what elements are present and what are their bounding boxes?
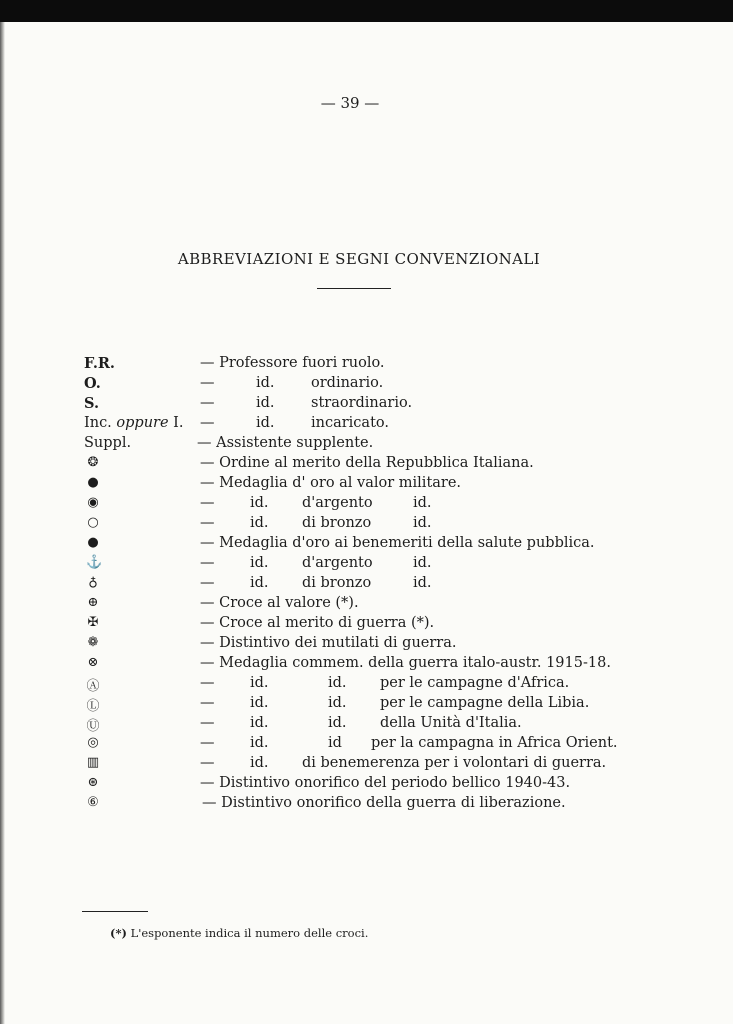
footnote-rule — [82, 911, 148, 912]
entry-text: — Medaglia d'oro ai benemeriti della salute pubblica. — [200, 535, 595, 551]
entry-id-second: id. — [328, 675, 347, 691]
bronze-medal-icon: ○ — [87, 515, 99, 530]
page-title: ABBREVIAZIONI E SEGNI CONVENZIONALI — [177, 250, 541, 268]
wartime-badge-icon: ⊛ — [87, 775, 99, 790]
entry-periodo-bellico — [70, 775, 710, 795]
entry-id-second: id. — [328, 695, 347, 711]
scan-left-edge — [0, 22, 5, 1024]
entry-ordine-merito — [70, 455, 710, 475]
entry-volontari-guerra — [70, 755, 710, 775]
entry-text: incaricato. — [311, 415, 389, 431]
entry-text: — Assistente supplente. — [197, 435, 374, 451]
africa-medal-icon: Ⓐ — [86, 679, 100, 694]
entry-medaglia-oro-salute — [70, 535, 710, 555]
entry-text: — Distintivo onorifico del periodo bellico 1940-43. — [200, 775, 571, 791]
scan-top-border — [0, 0, 733, 22]
abbr-oppure: oppure — [116, 415, 169, 431]
silver-medal-icon: ◉ — [87, 495, 99, 510]
entry-text: per le campagne d'Africa. — [380, 675, 570, 691]
abbr-inc: Inc. — [84, 415, 112, 431]
entry-id: id. — [256, 395, 275, 411]
entry-dash: — — [200, 575, 215, 591]
entry-croce-valore — [70, 595, 710, 615]
entry-dash: — — [200, 675, 215, 691]
entry-id-right: id. — [413, 515, 432, 531]
footnote-text: L'esponente indica il numero delle croci. — [130, 926, 369, 940]
entry-text: di benemerenza per i volontari di guerra. — [302, 755, 607, 771]
gold-medal-icon: ● — [87, 475, 99, 490]
entry-id: id. — [250, 495, 269, 511]
entry-text: — Distintivo onorifico della guerra di liberazione. — [202, 795, 566, 811]
star-order-icon: ❂ — [87, 455, 99, 470]
entry-text: — Medaglia commem. della guerra italo-austr. 1915-18. — [200, 655, 611, 671]
volunteers-medal-icon: ▥ — [86, 755, 100, 770]
war-merit-cross-icon: ✠ — [87, 615, 99, 630]
entry-text: di bronzo — [302, 575, 372, 591]
footnote — [110, 926, 368, 940]
entry-medaglia-oro-militare — [70, 475, 710, 495]
east-africa-medal-icon: ◎ — [87, 735, 99, 750]
entry-text: per la campagna in Africa Orient. — [371, 735, 618, 751]
entry-text: d'argento — [302, 495, 373, 511]
entry-abbr — [84, 415, 184, 431]
entry-text: d'argento — [302, 555, 373, 571]
entry-africa-orientale — [70, 735, 710, 755]
entry-dash: — — [200, 735, 215, 751]
entry-id: id. — [250, 755, 269, 771]
entry-id-right: id. — [413, 495, 432, 511]
entry-id: id. — [250, 515, 269, 531]
unity-medal-icon: Ⓤ — [86, 719, 100, 734]
entry-id-second: id. — [328, 715, 347, 731]
entry-text: — Medaglia d' oro al valor militare. — [200, 475, 462, 491]
title-rule — [317, 288, 391, 289]
entry-abbr: Suppl. — [84, 435, 132, 451]
footnote-mark: (*) — [110, 926, 127, 940]
entry-campagne-libia — [70, 695, 710, 715]
entry-medaglia-commem-1915 — [70, 655, 710, 675]
entry-id: id. — [250, 555, 269, 571]
entry-guerra-liberazione — [70, 795, 710, 815]
entry-campagne-africa — [70, 675, 710, 695]
entry-o — [70, 375, 710, 395]
entry-abbr: O. — [84, 375, 101, 392]
health-silver-medal-icon: ⚓ — [86, 555, 103, 570]
entry-dash: — — [200, 715, 215, 731]
entry-medaglia-bronzo-salute — [70, 575, 710, 595]
entry-dash: — — [200, 695, 215, 711]
entry-croce-merito-guerra — [70, 615, 710, 635]
entry-medaglia-argento-salute — [70, 555, 710, 575]
entry-id-right: id. — [413, 575, 432, 591]
entry-id: id. — [250, 735, 269, 751]
entry-dash: — — [200, 555, 215, 571]
entry-medaglia-bronzo-militare — [70, 515, 710, 535]
entry-text: — Croce al merito di guerra (*). — [200, 615, 435, 631]
entry-id: id. — [250, 695, 269, 711]
entry-text: straordinario. — [311, 395, 413, 411]
entry-unita-italia — [70, 715, 710, 735]
entry-suppl — [70, 435, 710, 455]
entry-distintivo-mutilati — [70, 635, 710, 655]
entry-text: ordinario. — [311, 375, 384, 391]
valor-cross-icon: ⊕ — [87, 595, 99, 610]
entry-text: di bronzo — [302, 515, 372, 531]
libya-medal-icon: Ⓛ — [86, 699, 100, 714]
liberation-badge-icon: ⑥ — [87, 795, 99, 810]
page-number: — 39 — — [320, 94, 380, 112]
health-gold-medal-icon: ● — [87, 535, 99, 550]
war-wounded-badge-icon: ❁ — [87, 635, 99, 650]
entry-dash: — — [200, 415, 215, 431]
entry-id: id. — [256, 375, 275, 391]
entry-abbr: S. — [84, 395, 100, 412]
health-bronze-medal-icon: ♁ — [88, 575, 98, 590]
entry-s — [70, 395, 710, 415]
entry-id: id. — [250, 715, 269, 731]
entry-id-right: id. — [413, 555, 432, 571]
entry-dash: — — [200, 395, 215, 411]
entry-id: id. — [250, 675, 269, 691]
commemorative-medal-icon: ⊗ — [87, 655, 99, 670]
entry-id: id. — [250, 575, 269, 591]
entry-id-second: id — [328, 735, 342, 751]
entry-dash: — — [200, 515, 215, 531]
entry-text: per le campagne della Libia. — [380, 695, 590, 711]
entry-dash: — — [200, 755, 215, 771]
entry-text: — Professore fuori ruolo. — [200, 355, 385, 371]
entry-text: — Croce al valore (*). — [200, 595, 359, 611]
entry-dash: — — [200, 495, 215, 511]
abbr-i: I. — [173, 415, 184, 431]
entry-text: della Unità d'Italia. — [380, 715, 522, 731]
entry-abbr: F.R. — [84, 355, 115, 372]
entry-inc — [70, 415, 710, 435]
entry-text: — Ordine al merito della Repubblica Italiana. — [200, 455, 534, 471]
entry-dash: — — [200, 375, 215, 391]
entry-text: — Distintivo dei mutilati di guerra. — [200, 635, 457, 651]
entry-medaglia-argento-militare — [70, 495, 710, 515]
entry-id: id. — [256, 415, 275, 431]
entry-fr — [70, 355, 710, 375]
